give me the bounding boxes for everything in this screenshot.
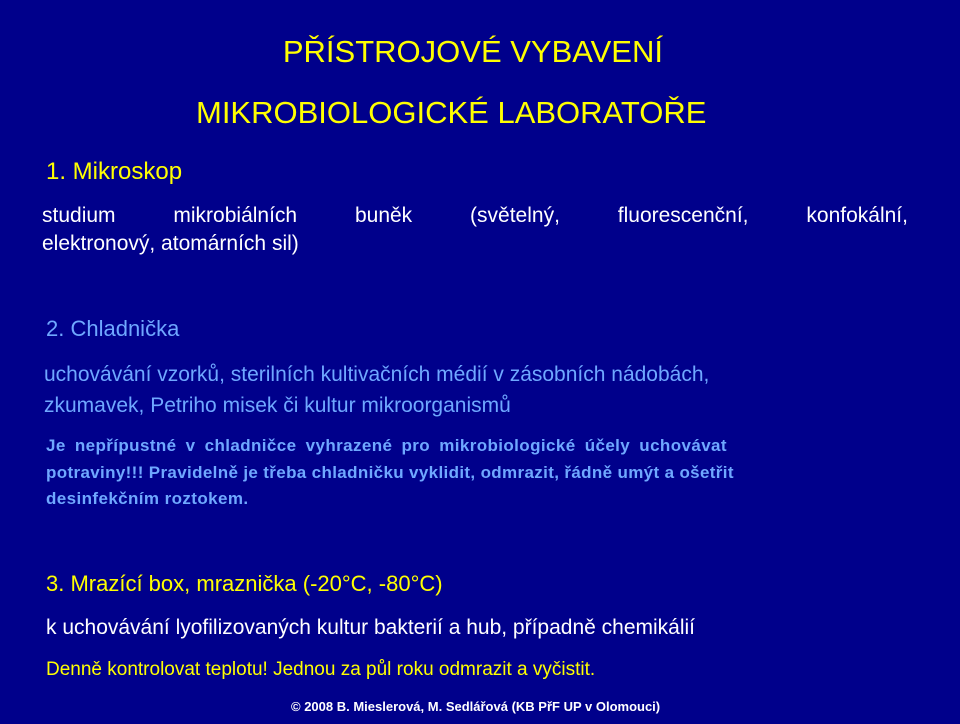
section1-body-line1 [42,203,908,229]
page-title-line2: MIKROBIOLOGICKÉ LABORATOŘE [196,95,707,130]
word: buněk [354,204,413,227]
word: mikrobiálních [173,204,298,227]
section2-heading: 2. Chladnička [46,316,180,341]
word: studium [42,204,116,227]
section3-heading: 3. Mrazící box, mraznička (-20°C, -80°C) [46,571,443,596]
section3-body: k uchovávání lyofilizovaných kultur bakterií a hub, případně chemikálií [46,616,696,639]
section2-warning-line1: Je nepřípustné v chladničce vyhrazené pro mikrobiologické účely uchovávat [46,436,727,455]
page-title-line1 [0,34,928,70]
word: konfokální, [806,204,908,227]
section3-note: Denně kontrolovat teplotu! Jednou za půl roku odmrazit a vyčistit. [46,659,596,680]
section2-warning-line2: potraviny!!! Pravidelně je třeba chladničku vyklidit, odmrazit, řádně umýt a ošetřit [46,463,734,482]
section2-body-line1: uchovávání vzorků, sterilních kultivačních médií v zásobních nádobách, [44,363,710,386]
section2-body-line2: zkumavek, Petriho misek či kultur mikroorganismů [44,394,511,417]
section1-heading: 1. Mikroskop [46,158,183,185]
footer-copyright: © 2008 B. Mieslerová, M. Sedlářová (KB PřF UP v Olomouci) [291,699,661,714]
word: (světelný, [470,204,560,227]
section2-warning-line3: desinfekčním roztokem. [46,489,249,508]
title-text-1: PŘÍSTROJOVÉ VYBAVENÍ [282,34,663,69]
section1-body-line2: elektronový, atomárních sil) [42,232,299,255]
word: fluorescenční, [617,204,749,227]
